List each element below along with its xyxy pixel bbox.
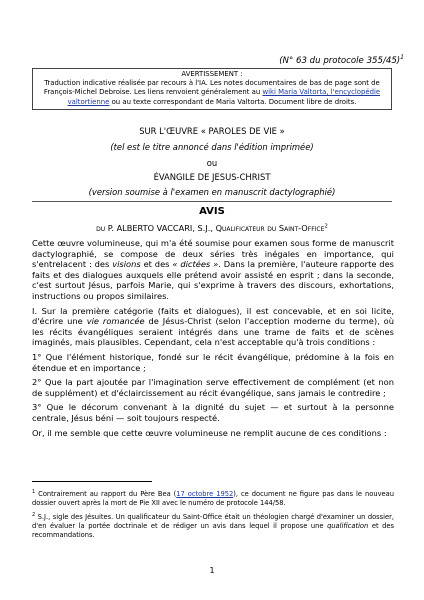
alternate-title: ÉVANGILE DE JESUS-CHRIST	[153, 172, 271, 182]
date-link[interactable]: 17 octobre 1952	[176, 490, 234, 499]
author-line: du P. ALBERTO VACCARI, S.J., Qualificateur du Saint-Office$^2$	[96, 223, 328, 233]
body-text	[32, 238, 394, 442]
paragraph: 1° Que l'élément historique, fondé sur le récit évangélique, prédomine à la fois en étendue et en importance ;	[32, 351, 394, 373]
footnote: $^2$ S.J., sigle des Jésuites. Un qualificateur du Saint-Office était un théologien chargé d'examiner un dossier, d'en évaluer la portée doctrinale et de rédiger un avis dans lequel il propose une qualification et des recommandations.	[32, 511, 394, 539]
title-connector: ou	[206, 158, 218, 168]
paragraph: 2° Que la part ajoutée par l'imagination serve effectivement de complément (et non de supplément) et d'éclaircissement au récit évangélique, sans jamais le contredire ;	[32, 377, 394, 398]
paragraph: Or, il me semble que cette œuvre volumineuse ne remplit aucune de ces conditions :	[32, 427, 387, 438]
notice-box	[32, 68, 392, 110]
protocol-reference: (N° 63 du protocole 355/45)$^1$	[279, 54, 404, 66]
footnotes	[32, 488, 394, 542]
alternate-subtitle: (version soumise à l'examen en manuscrit dactylographié)	[88, 187, 336, 197]
section-heading: AVIS	[199, 206, 225, 217]
work-title: SUR L'ŒUVRE « PAROLES DE VIE »	[139, 126, 285, 136]
footnote: $^1$ Contrairement au rapport du Père Bea (17 octobre 1952), ce document ne figure pas dans le nouveau dossier ouvert après la mort de Pie XII avec le numéro de protocole 144/58.	[32, 489, 394, 508]
footnote-marker[interactable]: 1	[400, 54, 404, 61]
paragraph: Cette œuvre volumineuse, qui m'a été soumise pour examen sous forme de manuscrit dactylographié, se compose de deux séries très inégales en importance, qui s'entrelacent : des visions et des « dictées ». Dans la première, l'auteure rapporte des faits et des dialogues auxquels elle prétend avoir assisté en esprit ; dans la seconde, c'est surtout Jésus, parfois Marie, qui s'exprime à travers des discours, exhortations, instructions ou propos similaires.	[32, 238, 395, 301]
notice-title: AVERTISSEMENT :	[181, 70, 243, 78]
paragraph: 3° Que le décorum convenant à la dignité du sujet — et surtout à la personne centrale, Jésus béni — soit toujours respecté.	[32, 402, 394, 423]
notice-text: Traduction indicative réalisée par recours à l'IA. Les notes documentaires de bas de page sont de François-Michel Debroise. Les liens renvoient généralement au wiki Maria Valtorta, l'encyclopédie valtortienne ou au texte correspondant de Maria Valtorta. Document libre de droits.	[43, 79, 381, 106]
footnote-marker[interactable]: 2	[324, 223, 328, 230]
paragraph: I. Sur la première catégorie (faits et dialogues), il est concevable, et en soi licite, d'écrire une vie romancée de Jésus-Christ (selon l'acception moderne du terme), où les récits évangéliques seraient intégrés dans une trame de faits et de scènes imaginés, mais plausibles. Cependant, cela n'est acceptable qu'à trois conditions :	[32, 305, 394, 348]
footnote-separator	[32, 481, 152, 482]
work-subtitle: (tel est le titre annoncé dans l'édition imprimée)	[110, 142, 314, 152]
wiki-link[interactable]: wiki Maria Valtorta, l'encyclopédie valtortienne	[67, 88, 381, 106]
page-number: 1	[209, 566, 215, 575]
separator-line	[32, 201, 392, 202]
